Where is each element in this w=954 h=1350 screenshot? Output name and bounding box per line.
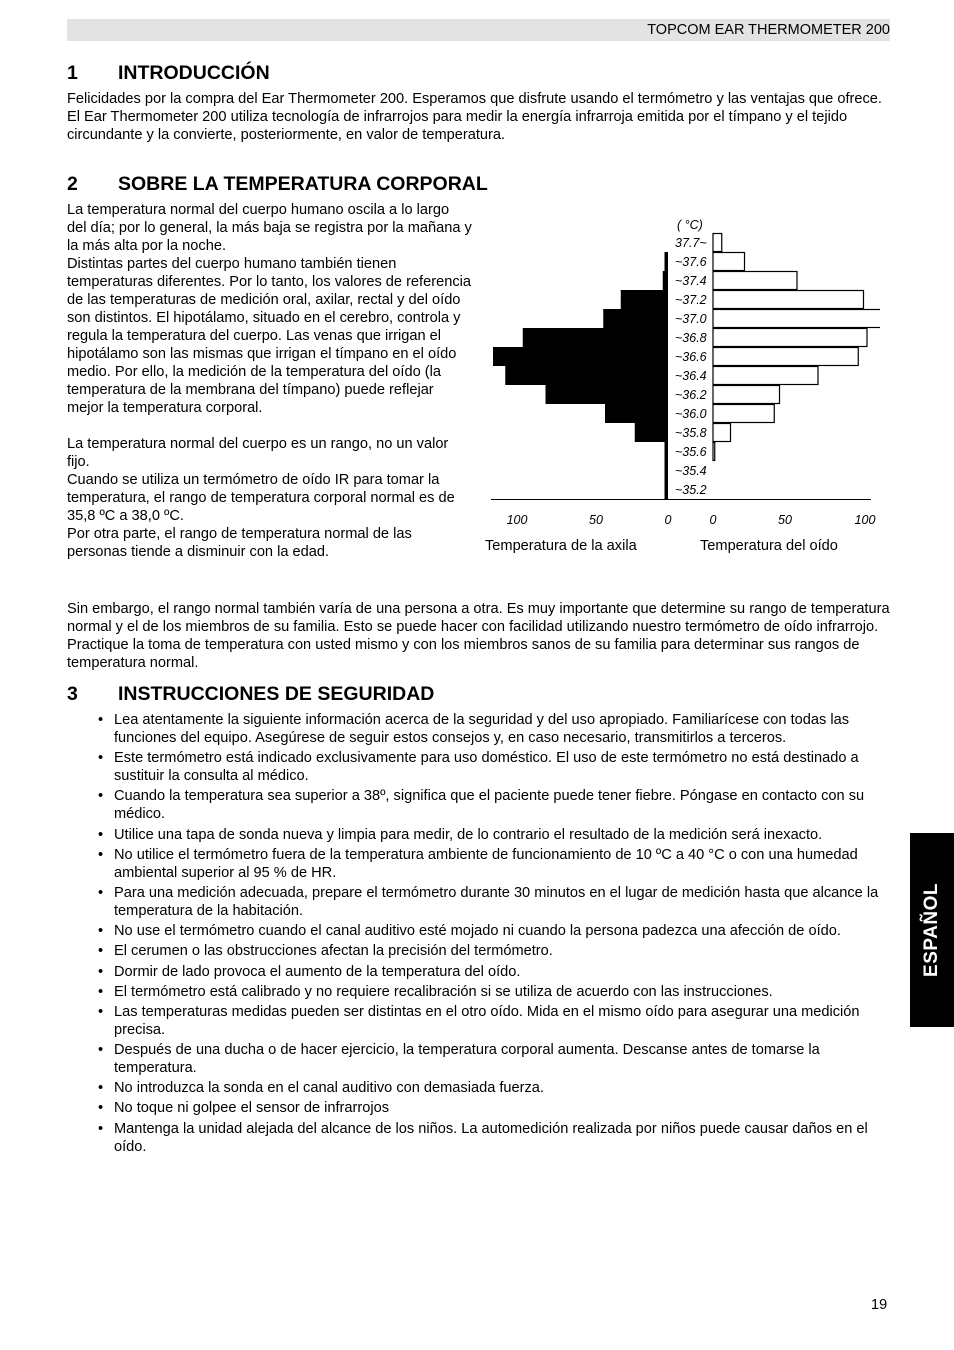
language-label: ESPAÑOL xyxy=(921,883,942,977)
safety-bullet-item: • Dormir de lado provoca el aumento de la temperatura del oído. xyxy=(98,963,890,981)
axilla-bar xyxy=(665,442,669,461)
ear-bar xyxy=(713,405,774,423)
axilla-bar xyxy=(635,423,668,442)
category-label: ~37.4 xyxy=(675,274,707,288)
axilla-bar xyxy=(603,309,668,328)
safety-bullet-item: • Lea atentamente la siguiente información acerca de la seguridad y del uso apropiado. Familiarícese con todas las funciones del equipo. Asegúrese de seguir estos consejos y, en caso necesario, transmitirlos a terceros. xyxy=(98,711,890,747)
left-tick-label: 50 xyxy=(589,513,603,527)
ear-bar xyxy=(713,310,880,328)
section-2-title: SOBRE LA TEMPERATURA CORPORAL xyxy=(118,173,488,195)
ear-bar xyxy=(713,367,818,385)
category-label: ~36.4 xyxy=(675,369,707,383)
body-temp-paragraph-1: La temperatura normal del cuerpo humano oscila a lo largo del día; por lo general, la más baja se registra por la mañana y la más alta por la noche. xyxy=(67,202,472,254)
section-2-left-column xyxy=(67,201,472,561)
category-label: ~36.2 xyxy=(675,388,707,402)
category-label: ~36.6 xyxy=(675,350,707,364)
section-3-title: INSTRUCCIONES DE SEGURIDAD xyxy=(118,683,435,705)
left-tick-label: 100 xyxy=(506,513,528,527)
section-1-title: INTRODUCCIÓN xyxy=(118,62,270,84)
section-2-heading xyxy=(67,173,488,195)
intro-paragraph-2: El Ear Thermometer 200 utiliza tecnología de infrarrojos para medir la energía infrarroja emitida por el tímpano y el tejido circundante y la convierte, posteriormente, en valor de temperatura. xyxy=(67,109,848,143)
unit-label: ( °C) xyxy=(677,218,703,232)
ear-bar xyxy=(713,291,864,309)
category-label: ~37.0 xyxy=(675,312,707,326)
safety-bullet-item: • Para una medición adecuada, prepare el termómetro durante 30 minutos en el lugar de medición hasta que alcance la temperatura de la habitación. xyxy=(98,884,890,920)
category-label: ~35.6 xyxy=(675,445,707,459)
header-title: TOPCOM EAR THERMOMETER 200 xyxy=(647,22,890,38)
ear-bar xyxy=(713,253,745,271)
page-number: 19 xyxy=(871,1297,888,1313)
category-label: 37.7~ xyxy=(675,236,707,250)
ear-bar xyxy=(713,234,722,252)
body-temp-paragraph-2: Distintas partes del cuerpo humano también tienen temperaturas diferentes. Por lo tanto, los valores de referencia de las temperaturas de medición oral, axilar, rectal y del oído son distintos. El hipotálamo, situado en el cerebro, controla y regula la temperatura del cuerpo. Las venas que irrigan el hipotálamo son las mismas que irrigan el tímpano en el oído medio. Por ello, la medición de la temperatura del oído (la temperatura de la membrana del tímpano) puede reflejar mejor la temperatura corporal. xyxy=(67,256,471,416)
safety-bullet-item: • Cuando la temperatura sea superior a 38º, significa que el paciente puede tener fiebre. Póngase en contacto con su médico. xyxy=(98,787,890,823)
safety-bullet-item: • Después de una ducha o de hacer ejercicio, la temperatura corporal aumenta. Descanse antes de tomarse la temperatura. xyxy=(98,1041,890,1077)
axilla-bar xyxy=(621,290,668,309)
safety-bullet-item: • No introduzca la sonda en el canal auditivo con demasiada fuerza. xyxy=(98,1079,890,1097)
category-label: ~37.6 xyxy=(675,255,707,269)
ear-bar xyxy=(713,386,780,404)
safety-bullet-item: • El termómetro está calibrado y no requiere recalibración si se utiliza de acuerdo con las instrucciones. xyxy=(98,983,890,1001)
safety-bullet-item: • El cerumen o las obstrucciones afectan la precisión del termómetro. xyxy=(98,942,890,960)
category-label: ~35.2 xyxy=(675,483,707,497)
axilla-bar xyxy=(665,461,669,480)
axilla-bar xyxy=(665,252,669,271)
safety-bullet-item: • Las temperaturas medidas pueden ser distintas en el otro oído. Mida en el mismo oído para asegurar una medición precisa. xyxy=(98,1003,890,1039)
ear-bar xyxy=(713,424,731,442)
temperature-distribution-chart xyxy=(480,212,880,532)
ear-bar xyxy=(713,329,867,347)
body-temp-paragraph-4: Cuando se utiliza un termómetro de oído IR para tomar la temperatura, el rango de temperatura corporal normal es de 35,8 ºC a 38,0 ºC. xyxy=(67,472,455,524)
axilla-bar xyxy=(505,366,668,385)
axilla-bar xyxy=(665,480,669,499)
section-3-heading xyxy=(67,683,434,705)
axilla-bar xyxy=(546,385,669,404)
category-label: ~36.0 xyxy=(675,407,707,421)
section-2-number: 2 xyxy=(67,173,78,195)
ear-bar xyxy=(713,443,715,461)
right-tick-label: 0 xyxy=(709,513,717,527)
legend-ear-label: Temperatura del oído xyxy=(700,538,838,554)
safety-bullet-item: • No utilice el termómetro fuera de la temperatura ambiente de funcionamiento de 10 ºC a 40 °C o con una humedad ambiental superior al 95 % de HR. xyxy=(98,846,890,882)
ear-bar xyxy=(713,348,858,366)
intro-paragraph-1: Felicidades por la compra del Ear Thermometer 200. Esperamos que disfrute usando el termómetro y las ventajas que ofrece. xyxy=(67,91,882,107)
category-label: ~35.4 xyxy=(675,464,707,478)
right-tick-label: 100 xyxy=(854,513,876,527)
body-temp-paragraph-3: La temperatura normal del cuerpo es un rango, no un valor fijo. xyxy=(67,436,449,470)
safety-bullet-item: • No use el termómetro cuando el canal auditivo esté mojado ni cuando la persona padezca una afección de oído. xyxy=(98,922,890,940)
body-temp-paragraph-5: Por otra parte, el rango de temperatura normal de las personas tiende a disminuir con la edad. xyxy=(67,526,412,560)
safety-bullet-item: • Mantenga la unidad alejada del alcance de los niños. La automedición realizada por niños puede causar daños en el oído. xyxy=(98,1120,890,1156)
section-1-heading xyxy=(67,62,270,84)
left-tick-label: 0 xyxy=(664,513,672,527)
section-1-body xyxy=(67,90,890,144)
safety-instructions-list xyxy=(98,711,890,1158)
range-paragraph: Sin embargo, el rango normal también varía de una persona a otra. Es muy importante que determine su rango de temperatura normal y el de los miembros de su familia. Esto se puede hacer con facilidad utilizando nuestro termómetro de oído infrarrojo. Practique la toma de temperatura con usted mismo y con los miembros sanos de su familia para determinar sus rangos de temperatura normal. xyxy=(67,601,890,671)
legend-axilla-label: Temperatura de la axila xyxy=(485,538,637,554)
category-label: ~35.8 xyxy=(675,426,707,440)
section-1-number: 1 xyxy=(67,62,78,84)
category-label: ~36.8 xyxy=(675,331,707,345)
axilla-bar xyxy=(523,328,668,347)
axilla-bar xyxy=(605,404,668,423)
right-tick-label: 50 xyxy=(778,513,792,527)
section-3-number: 3 xyxy=(67,683,78,705)
language-side-tab xyxy=(910,833,954,1027)
safety-bullet-item: • Este termómetro está indicado exclusivamente para uso doméstico. El uso de este termómetro no está destinado a sustituir la consulta al médico. xyxy=(98,749,890,785)
safety-bullet-item: • No toque ni golpee el sensor de infrarrojos xyxy=(98,1099,890,1117)
safety-bullet-item: • Utilice una tapa de sonda nueva y limpia para medir, de lo contrario el resultado de la medición será inexacto. xyxy=(98,826,890,844)
axilla-bar xyxy=(493,347,668,366)
axilla-bar xyxy=(663,271,668,290)
ear-bar xyxy=(713,272,797,290)
category-label: ~37.2 xyxy=(675,293,707,307)
